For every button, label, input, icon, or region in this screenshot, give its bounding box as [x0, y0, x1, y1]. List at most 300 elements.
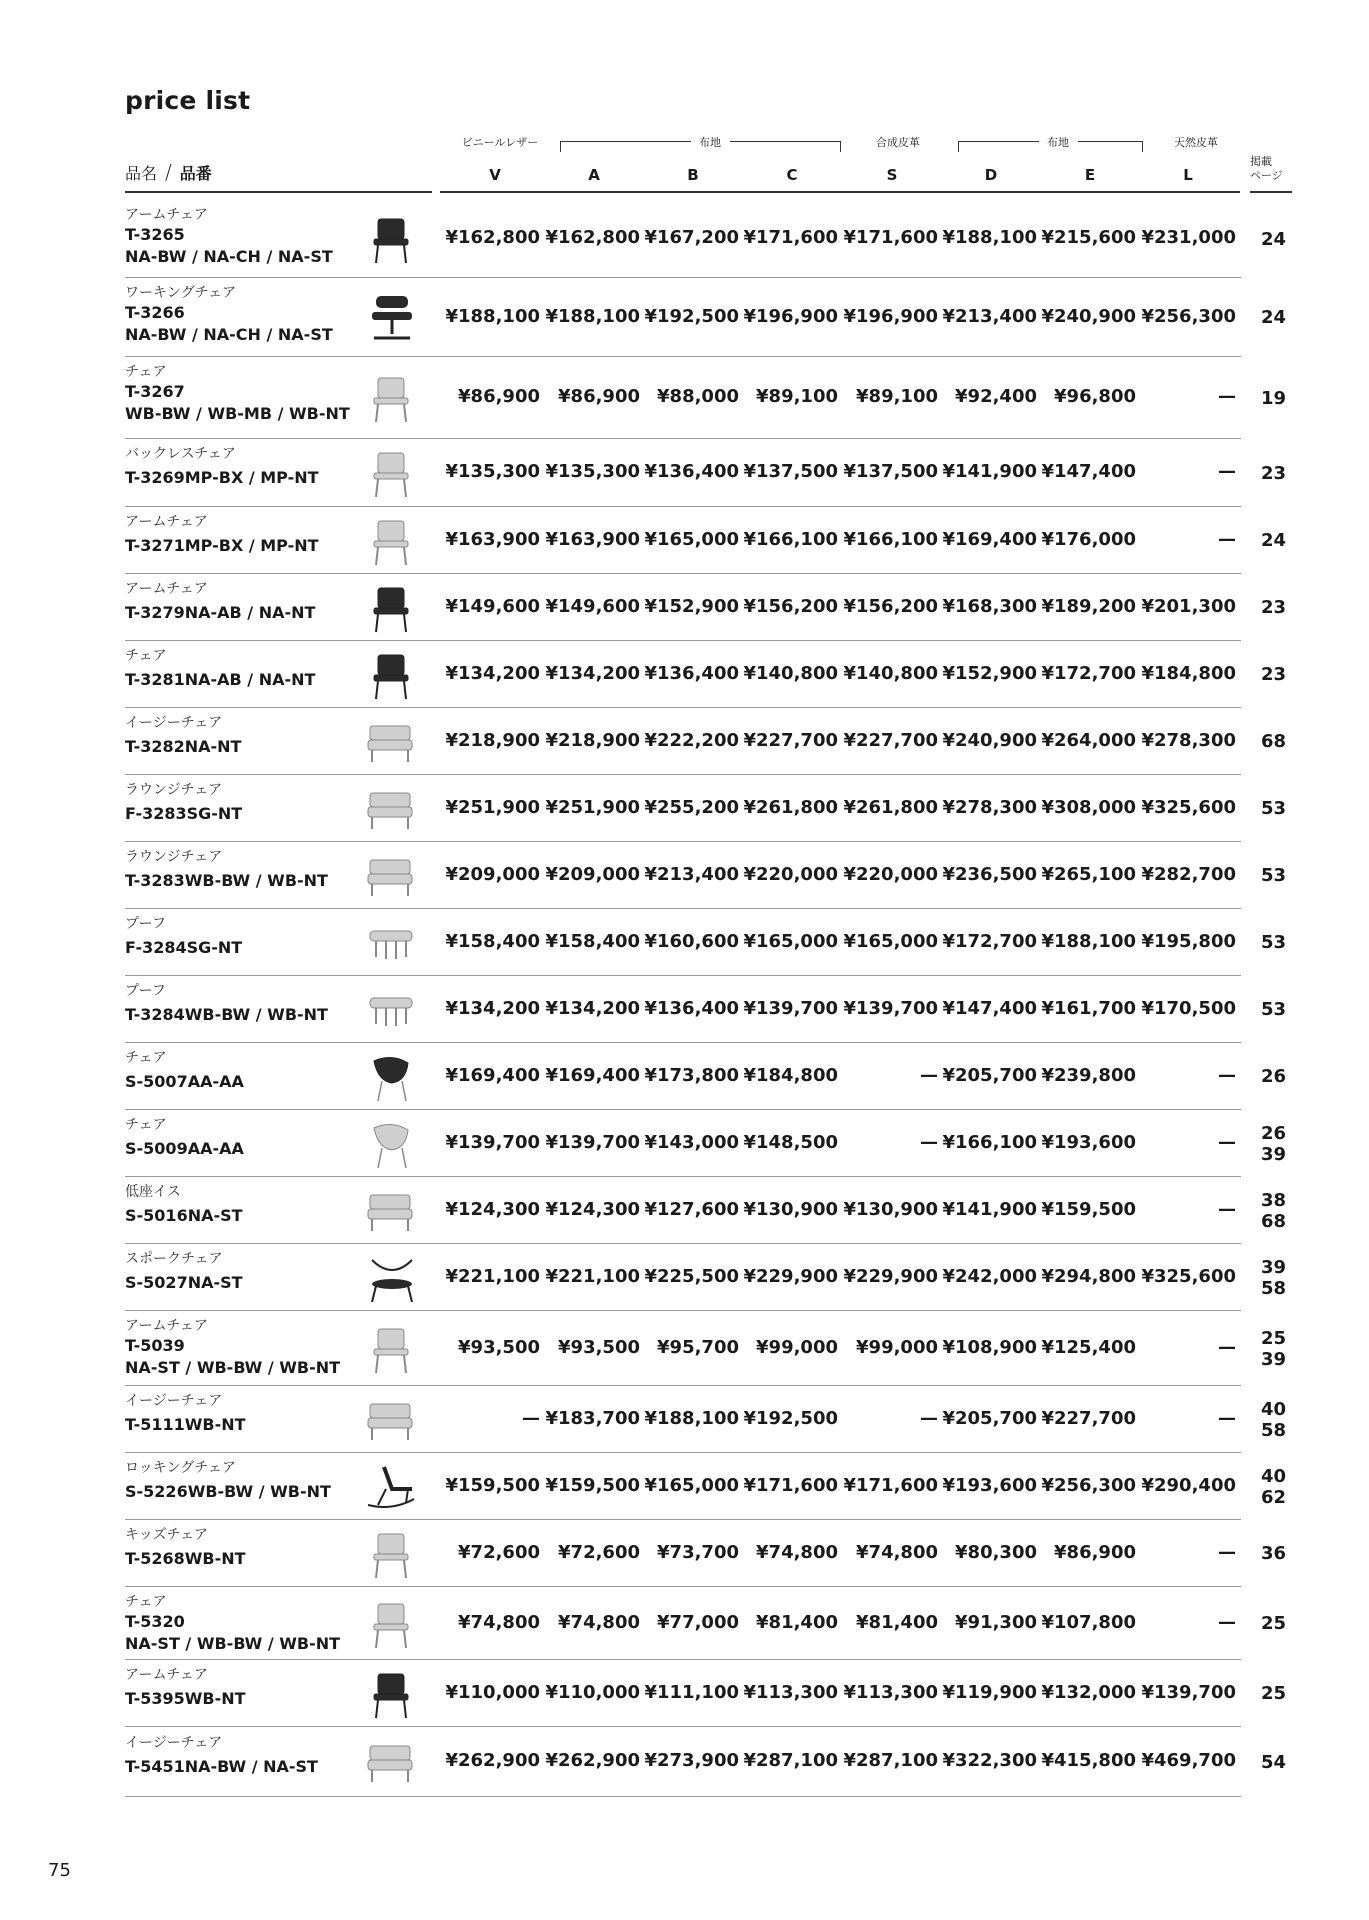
- price-l: ¥278,300: [1141, 729, 1236, 751]
- price-b: ¥167,200: [644, 227, 739, 248]
- price-l: ¥325,600: [1141, 1265, 1236, 1287]
- page-ref-number: 24: [1261, 307, 1287, 328]
- price-e: ¥172,700: [1041, 662, 1136, 684]
- price-s: ¥139,700: [843, 997, 938, 1019]
- price-a: ¥262,900: [545, 1750, 640, 1771]
- product-code: T-3279NA-AB / NA-NT: [125, 602, 316, 622]
- working-chair-icon: [362, 292, 420, 344]
- price-v: ¥158,400: [445, 930, 540, 952]
- price-d: ¥168,300: [942, 595, 1037, 617]
- page-ref-number: 23: [1261, 664, 1287, 685]
- page-ref: [1261, 1752, 1301, 1773]
- name-number-header: [125, 160, 212, 184]
- shell-chair-icon: [362, 1051, 420, 1103]
- price-d: ¥213,400: [942, 305, 1037, 327]
- price-c: ¥130,900: [743, 1198, 838, 1220]
- product-category: チェア: [125, 364, 167, 380]
- price-a: ¥139,700: [545, 1131, 640, 1153]
- price-c: ¥139,700: [743, 997, 838, 1019]
- table-row: [125, 842, 1287, 909]
- page-ref-number: 53: [1261, 999, 1287, 1020]
- table-row: [125, 1311, 1287, 1386]
- product-code: S-5009AA-AA: [125, 1138, 244, 1158]
- price-c: ¥287,100: [743, 1750, 838, 1771]
- price-e: ¥294,800: [1041, 1265, 1136, 1287]
- product-category: イージーチェア: [125, 1735, 223, 1751]
- price-e: ¥227,700: [1041, 1407, 1136, 1429]
- price-l: ¥170,500: [1141, 997, 1236, 1019]
- page-ref: [1261, 1543, 1301, 1564]
- page-ref-number: 68: [1261, 731, 1287, 752]
- product-category: アームチェア: [125, 1666, 208, 1683]
- price-b: ¥160,600: [644, 930, 739, 952]
- chair-black-icon: [362, 649, 420, 701]
- price-c: ¥192,500: [743, 1407, 838, 1429]
- table-row: [125, 1244, 1287, 1311]
- price-c: ¥229,900: [743, 1265, 838, 1287]
- number-label: 品番: [179, 164, 212, 183]
- price-v: ¥218,900: [445, 729, 540, 751]
- rocking-chair-icon: [362, 1461, 420, 1513]
- backless-chair-icon: [362, 447, 420, 499]
- price-e: ¥264,000: [1041, 729, 1136, 751]
- easy-chair-icon: [362, 1736, 420, 1788]
- page-ref: [1261, 999, 1301, 1020]
- price-b: ¥192,500: [644, 305, 739, 327]
- price-e: ¥107,800: [1041, 1611, 1136, 1633]
- page-ref: [1261, 463, 1301, 484]
- price-a: ¥218,900: [545, 729, 640, 751]
- column-header-l: L: [1183, 166, 1193, 184]
- kids-chair-icon: [362, 1528, 420, 1580]
- shell-chair-light-icon: [362, 1118, 420, 1170]
- price-b: ¥127,600: [644, 1198, 739, 1220]
- price-d: ¥172,700: [942, 930, 1037, 952]
- slash-separator: /: [165, 160, 172, 184]
- page-column-header: [1250, 155, 1283, 183]
- chair-light-icon: [362, 372, 420, 424]
- bracket-fabric2-left: [958, 141, 1039, 152]
- price-b: ¥111,100: [644, 1681, 739, 1703]
- price-a: ¥134,200: [545, 997, 640, 1019]
- lounge-chair-icon: [362, 783, 420, 835]
- price-l: ¥256,300: [1141, 305, 1236, 327]
- price-c: ¥99,000: [756, 1336, 838, 1358]
- price-a: ¥74,800: [558, 1611, 640, 1633]
- page-ref-number: 19: [1261, 387, 1287, 409]
- price-c: ¥220,000: [743, 863, 838, 885]
- price-l: ¥469,700: [1141, 1750, 1236, 1771]
- price-s: ¥140,800: [843, 662, 938, 684]
- price-e: ¥132,000: [1041, 1681, 1136, 1703]
- page-ref-number: 23: [1261, 597, 1287, 618]
- product-category: チェア: [125, 1594, 167, 1610]
- page-ref: [1261, 1257, 1301, 1299]
- price-e: ¥125,400: [1041, 1336, 1136, 1358]
- table-row: [125, 574, 1287, 641]
- product-category: ロッキングチェア: [125, 1459, 236, 1476]
- page-ref: [1261, 1190, 1301, 1232]
- price-l: —: [1218, 528, 1236, 550]
- price-d: ¥92,400: [955, 386, 1037, 407]
- page-ref-number: 25: [1261, 1613, 1287, 1634]
- price-v: ¥135,300: [445, 461, 540, 482]
- price-d: ¥166,100: [942, 1131, 1037, 1153]
- page-ref-number: 62: [1261, 1486, 1287, 1508]
- price-l: —: [1218, 461, 1236, 482]
- table-row: [125, 439, 1287, 507]
- price-c: ¥156,200: [743, 595, 838, 617]
- price-v: ¥162,800: [445, 227, 540, 248]
- group-synthetic: 合成皮革: [876, 136, 920, 149]
- price-b: ¥152,900: [644, 595, 739, 617]
- price-s: ¥89,100: [856, 386, 938, 407]
- price-e: ¥161,700: [1041, 997, 1136, 1019]
- product-code: T-3283WB-BW / WB-NT: [125, 870, 328, 890]
- price-s: ¥165,000: [843, 930, 938, 952]
- price-l: ¥139,700: [1141, 1681, 1236, 1703]
- price-b: ¥213,400: [644, 863, 739, 885]
- price-a: ¥188,100: [545, 305, 640, 327]
- table-row: [125, 1177, 1287, 1244]
- product-code: T-3271MP-BX / MP-NT: [125, 535, 319, 555]
- page-ref-number: 26: [1261, 1122, 1287, 1144]
- lounge-chair-icon: [362, 850, 420, 902]
- spoke-chair-icon: [362, 1252, 420, 1304]
- price-l: —: [1218, 1064, 1236, 1086]
- price-s: —: [920, 1131, 938, 1153]
- product-category: アームチェア: [125, 207, 208, 223]
- price-d: ¥188,100: [942, 227, 1037, 248]
- price-v: ¥74,800: [458, 1611, 540, 1633]
- price-s: ¥171,600: [843, 227, 938, 248]
- price-v: ¥188,100: [445, 305, 540, 327]
- product-category: アームチェア: [125, 1318, 208, 1334]
- price-e: ¥215,600: [1041, 227, 1136, 248]
- page-ref-number: 39: [1261, 1348, 1287, 1370]
- table-row: [125, 1110, 1287, 1177]
- price-s: ¥261,800: [843, 796, 938, 818]
- price-d: ¥205,700: [942, 1407, 1037, 1429]
- pouf-icon: [362, 984, 420, 1036]
- price-v: ¥149,600: [445, 595, 540, 617]
- page-ref-number: 38: [1261, 1189, 1287, 1211]
- price-a: ¥169,400: [545, 1064, 640, 1086]
- page-ref: [1261, 530, 1301, 551]
- table-row: [125, 278, 1287, 357]
- price-a: ¥72,600: [558, 1541, 640, 1563]
- price-c: ¥196,900: [743, 305, 838, 327]
- price-d: ¥119,900: [942, 1681, 1037, 1703]
- price-c: ¥137,500: [743, 461, 838, 482]
- price-d: ¥205,700: [942, 1064, 1037, 1086]
- easy-chair-icon: [362, 1394, 420, 1446]
- column-header-d: D: [984, 166, 998, 184]
- price-c: ¥140,800: [743, 662, 838, 684]
- page-ref: [1261, 597, 1301, 618]
- product-category: キッズチェア: [125, 1526, 209, 1543]
- price-c: ¥89,100: [756, 386, 838, 407]
- product-category: ラウンジチェア: [125, 781, 223, 798]
- price-d: ¥278,300: [942, 796, 1037, 818]
- price-a: ¥163,900: [545, 528, 640, 550]
- price-e: ¥147,400: [1041, 461, 1136, 482]
- price-v: ¥262,900: [445, 1750, 540, 1771]
- price-v: ¥124,300: [445, 1198, 540, 1220]
- price-e: ¥240,900: [1041, 305, 1136, 327]
- product-category: アームチェア: [125, 580, 208, 597]
- price-s: ¥220,000: [843, 863, 938, 885]
- price-d: ¥236,500: [942, 863, 1037, 885]
- page-ref-number: 40: [1261, 1398, 1287, 1420]
- price-s: ¥171,600: [843, 1474, 938, 1496]
- table-row: [125, 1520, 1287, 1587]
- page-ref: [1261, 731, 1301, 752]
- price-v: ¥72,600: [458, 1541, 540, 1563]
- product-code: T-5451NA-BW / NA-ST: [125, 1757, 318, 1776]
- group-fabric1: 布地: [699, 136, 721, 149]
- price-c: ¥165,000: [743, 930, 838, 952]
- table-row: [125, 1386, 1287, 1453]
- product-code: T-3267: [125, 382, 185, 401]
- price-s: ¥99,000: [856, 1336, 938, 1358]
- price-b: ¥136,400: [644, 997, 739, 1019]
- price-a: ¥183,700: [545, 1407, 640, 1429]
- price-c: ¥171,600: [743, 1474, 838, 1496]
- price-l: —: [1218, 1198, 1236, 1220]
- product-category: 低座イス: [125, 1183, 181, 1200]
- page-ref: [1261, 1613, 1301, 1634]
- price-c: ¥184,800: [743, 1064, 838, 1086]
- product-category: ワーキングチェア: [125, 285, 237, 301]
- product-category: バックレスチェア: [125, 446, 236, 462]
- page-ref-number: 68: [1261, 1210, 1287, 1232]
- price-v: ¥221,100: [445, 1265, 540, 1287]
- page-label-2: ページ: [1250, 169, 1283, 182]
- page-ref-number: 24: [1261, 228, 1287, 250]
- page-ref: [1261, 1399, 1301, 1441]
- price-a: ¥93,500: [558, 1336, 640, 1358]
- group-fabric2: 布地: [1047, 136, 1069, 149]
- product-code: S-5007AA-AA: [125, 1071, 244, 1091]
- page-ref-number: 36: [1261, 1543, 1287, 1564]
- price-s: ¥156,200: [843, 595, 938, 617]
- page-ref: [1261, 1123, 1301, 1165]
- price-s: ¥113,300: [843, 1681, 938, 1703]
- product-code: T-5395WB-NT: [125, 1688, 246, 1708]
- price-a: ¥209,000: [545, 863, 640, 885]
- price-d: ¥108,900: [942, 1336, 1037, 1358]
- product-category: イージーチェア: [125, 714, 223, 731]
- price-b: ¥88,000: [657, 386, 739, 407]
- price-b: ¥173,800: [644, 1064, 739, 1086]
- price-v: ¥251,900: [445, 796, 540, 818]
- price-e: ¥308,000: [1041, 796, 1136, 818]
- product-code: T-3282NA-NT: [125, 736, 242, 756]
- price-b: ¥73,700: [657, 1541, 739, 1563]
- price-e: ¥239,800: [1041, 1064, 1136, 1086]
- price-v: ¥86,900: [458, 386, 540, 407]
- price-d: ¥141,900: [942, 1198, 1037, 1220]
- page-ref: [1261, 798, 1301, 819]
- column-header-e: E: [1084, 166, 1096, 184]
- page-ref: [1261, 664, 1301, 685]
- price-b: ¥136,400: [644, 461, 739, 482]
- price-a: ¥124,300: [545, 1198, 640, 1220]
- header-rule-right: [440, 191, 1240, 193]
- page-ref-number: 39: [1261, 1256, 1287, 1278]
- page-title: price list: [125, 86, 251, 115]
- page-ref: [1261, 388, 1301, 409]
- price-d: ¥152,900: [942, 662, 1037, 684]
- price-c: ¥227,700: [743, 729, 838, 751]
- table-row: [125, 1043, 1287, 1110]
- product-code-variants: NA-BW / NA-CH / NA-ST: [125, 247, 333, 266]
- price-c: ¥171,600: [743, 227, 838, 248]
- price-a: ¥110,000: [545, 1681, 640, 1703]
- price-a: ¥251,900: [545, 796, 640, 818]
- price-s: ¥130,900: [843, 1198, 938, 1220]
- page-ref: [1261, 1466, 1301, 1508]
- product-category: チェア: [125, 647, 167, 664]
- armchair-light-icon: [362, 515, 420, 567]
- price-e: ¥193,600: [1041, 1131, 1136, 1153]
- price-l: ¥195,800: [1141, 930, 1236, 952]
- product-code: S-5016NA-ST: [125, 1205, 243, 1225]
- group-leather: 天然皮革: [1174, 136, 1218, 149]
- column-header-c: C: [786, 166, 798, 184]
- price-s: ¥74,800: [856, 1541, 938, 1563]
- header-rule-left: [125, 191, 432, 193]
- price-s: —: [920, 1064, 938, 1086]
- page-ref-number: 53: [1261, 798, 1287, 819]
- chair-light-icon: [362, 1598, 420, 1650]
- page-ref-number: 25: [1261, 1683, 1287, 1704]
- table-row: [125, 775, 1287, 842]
- page-ref: [1261, 307, 1301, 328]
- product-category: イージーチェア: [125, 1392, 223, 1409]
- price-c: ¥261,800: [743, 796, 838, 818]
- price-s: ¥196,900: [843, 305, 938, 327]
- price-d: ¥169,400: [942, 528, 1037, 550]
- price-l: —: [1218, 1611, 1236, 1633]
- price-b: ¥225,500: [644, 1265, 739, 1287]
- column-header-b: B: [687, 166, 699, 184]
- price-v: ¥134,200: [445, 662, 540, 684]
- price-e: ¥188,100: [1041, 930, 1136, 952]
- product-code: T-5320: [125, 1612, 185, 1631]
- product-code: T-3265: [125, 225, 185, 244]
- price-b: ¥143,000: [644, 1131, 739, 1153]
- price-b: ¥255,200: [644, 796, 739, 818]
- price-a: ¥134,200: [545, 662, 640, 684]
- price-c: ¥113,300: [743, 1681, 838, 1703]
- header-rule-page: [1250, 191, 1292, 193]
- armchair-light-icon: [362, 1323, 420, 1375]
- price-d: ¥322,300: [942, 1750, 1037, 1771]
- price-e: ¥96,800: [1054, 386, 1136, 407]
- page-ref-number: 25: [1261, 1327, 1287, 1349]
- price-v: ¥209,000: [445, 863, 540, 885]
- page-ref: [1261, 1328, 1301, 1370]
- product-code: T-3284WB-BW / WB-NT: [125, 1004, 328, 1024]
- price-l: ¥231,000: [1141, 227, 1236, 248]
- price-l: ¥325,600: [1141, 796, 1236, 818]
- price-b: ¥95,700: [657, 1336, 739, 1358]
- table-row: [125, 507, 1287, 574]
- product-code-variants: NA-ST / WB-BW / WB-NT: [125, 1634, 341, 1653]
- page-label-1: 掲載: [1250, 155, 1272, 168]
- price-b: ¥188,100: [644, 1407, 739, 1429]
- price-v: ¥163,900: [445, 528, 540, 550]
- product-code: T-3269MP-BX / MP-NT: [125, 468, 319, 487]
- price-l: ¥282,700: [1141, 863, 1236, 885]
- product-category: チェア: [125, 1049, 167, 1066]
- price-e: ¥256,300: [1041, 1474, 1136, 1496]
- page-ref-number: 54: [1261, 1751, 1287, 1773]
- price-a: ¥159,500: [545, 1474, 640, 1496]
- price-e: ¥415,800: [1041, 1750, 1136, 1771]
- price-d: ¥80,300: [955, 1541, 1037, 1563]
- product-code: F-3284SG-NT: [125, 937, 243, 957]
- page-ref-number: 24: [1261, 530, 1287, 551]
- armchair-dark-icon: [362, 213, 420, 265]
- product-code-variants: NA-BW / NA-CH / NA-ST: [125, 325, 333, 344]
- product-code: T-5111WB-NT: [125, 1414, 246, 1434]
- product-code: T-3266: [125, 303, 185, 322]
- price-e: ¥176,000: [1041, 528, 1136, 550]
- table-row: [125, 708, 1287, 775]
- price-l: ¥201,300: [1141, 595, 1236, 617]
- price-c: ¥166,100: [743, 528, 838, 550]
- price-b: ¥136,400: [644, 662, 739, 684]
- price-s: —: [920, 1407, 938, 1429]
- price-b: ¥77,000: [657, 1611, 739, 1633]
- price-v: ¥139,700: [445, 1131, 540, 1153]
- low-chair-icon: [362, 1185, 420, 1237]
- price-v: ¥159,500: [445, 1474, 540, 1496]
- price-a: ¥86,900: [558, 386, 640, 407]
- armchair-black-icon: [362, 582, 420, 634]
- price-l: —: [1218, 1541, 1236, 1563]
- product-code: T-3281NA-AB / NA-NT: [125, 669, 316, 689]
- group-vinyl: ビニールレザー: [461, 136, 539, 149]
- table-row: [125, 1727, 1287, 1797]
- price-s: ¥137,500: [843, 461, 938, 482]
- price-e: ¥86,900: [1054, 1541, 1136, 1563]
- price-l: —: [1218, 1407, 1236, 1429]
- price-a: ¥135,300: [545, 461, 640, 482]
- easy-chair-icon: [362, 716, 420, 768]
- page-ref-number: 53: [1261, 932, 1287, 953]
- bracket-fabric1-right: [730, 141, 841, 152]
- product-code: F-3283SG-NT: [125, 803, 243, 823]
- page-ref-number: 39: [1261, 1143, 1287, 1165]
- table-row: [125, 1660, 1287, 1727]
- price-l: —: [1218, 1131, 1236, 1153]
- product-code: T-5268WB-NT: [125, 1548, 246, 1568]
- price-d: ¥91,300: [955, 1611, 1037, 1633]
- product-category: プーフ: [125, 982, 166, 999]
- product-category: スポークチェア: [125, 1250, 223, 1267]
- price-e: ¥189,200: [1041, 595, 1136, 617]
- column-header-a: A: [588, 166, 600, 184]
- page-ref-number: 58: [1261, 1277, 1287, 1299]
- column-header-v: V: [489, 166, 501, 184]
- product-category: プーフ: [125, 915, 166, 932]
- price-c: ¥81,400: [756, 1611, 838, 1633]
- table-row: [125, 976, 1287, 1043]
